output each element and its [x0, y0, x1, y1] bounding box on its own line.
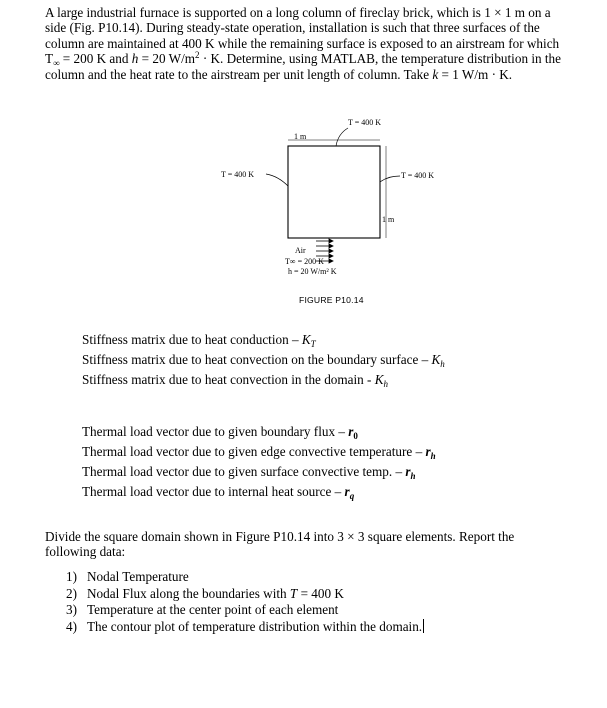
step-item: 3) Temperature at the center point of each element — [66, 602, 339, 617]
problem-statement — [45, 5, 563, 82]
h-symbol: h — [131, 51, 139, 67]
load-item: Thermal load vector due to given boundary flux – $r_0$ — [82, 424, 358, 441]
air-label: Air — [295, 246, 306, 255]
figure-caption: FIGURE P10.14 — [299, 295, 364, 305]
task-steps — [66, 569, 424, 635]
top-leader — [336, 128, 348, 146]
load-item: Thermal load vector due to given edge convective temperature – $r_h$ — [82, 444, 436, 461]
step-item: 1) Nodal Temperature — [66, 569, 189, 584]
column-square — [288, 146, 380, 238]
step-item: 2) Nodal Flux along the boundaries with T = 400 K — [66, 585, 344, 601]
right-temperature-label: T = 400 K — [401, 171, 435, 180]
task-statement — [45, 529, 565, 560]
furnace-column-diagram — [218, 116, 454, 312]
problem-intro: A large industrial furnace is supported on a long column of fireclay brick, which is 1 × 1 m on a side (Fig. P10.14). During steady-state operation, installation is such that three surfaces of the column are maintained at 400 K while the remaining surface is exposed to an airstream for which T — [45, 5, 560, 67]
top-temperature-label: T = 400 K — [348, 118, 382, 127]
height-label: 1 m — [382, 215, 395, 224]
k-value: = 1 W/m · K. — [438, 66, 513, 82]
load-item: Thermal load vector due to internal heat source – $r_q$ — [82, 484, 355, 501]
task-text: Divide the square domain shown in Figure P10.14 into 3 × 3 square elements. Report the following data: — [45, 529, 515, 560]
width-label: 1 m — [294, 132, 307, 141]
k-symbol: k — [432, 66, 439, 82]
h-value: = 20 W/m — [138, 51, 196, 67]
figure-p10-14 — [218, 116, 454, 312]
right-leader — [380, 176, 400, 182]
load-vector-list — [82, 422, 552, 502]
stiffness-list — [82, 330, 552, 390]
stiffness-item: Stiffness matrix due to heat convection in the domain - $K_h$ — [82, 372, 389, 389]
left-leader — [266, 174, 288, 186]
h-exponent: 2 — [195, 50, 200, 61]
t-inf-subscript: ∞ — [53, 58, 60, 69]
stiffness-item: Stiffness matrix due to heat conduction – $K_T$ — [82, 332, 316, 349]
left-temperature-label: T = 400 K — [221, 170, 255, 179]
load-item: Thermal load vector due to given surface convective temp. – $r_h$ — [82, 464, 416, 481]
step-item[interactable]: 4) The contour plot of temperature distribution within the domain. — [66, 618, 423, 634]
stiffness-item: Stiffness matrix due to heat convection on the boundary surface – $K_h$ — [82, 352, 445, 369]
t-inf-label: T∞ = 200 K — [285, 257, 324, 266]
text-cursor — [423, 619, 424, 633]
problem-mid: = 200 K and — [59, 51, 132, 67]
problem-tail: · K. Determine, using MATLAB, the temperature distribution in the column and the heat rate to the airstream per unit length of column. Take — [45, 51, 561, 82]
h-label: h = 20 W/m² K — [288, 267, 337, 276]
